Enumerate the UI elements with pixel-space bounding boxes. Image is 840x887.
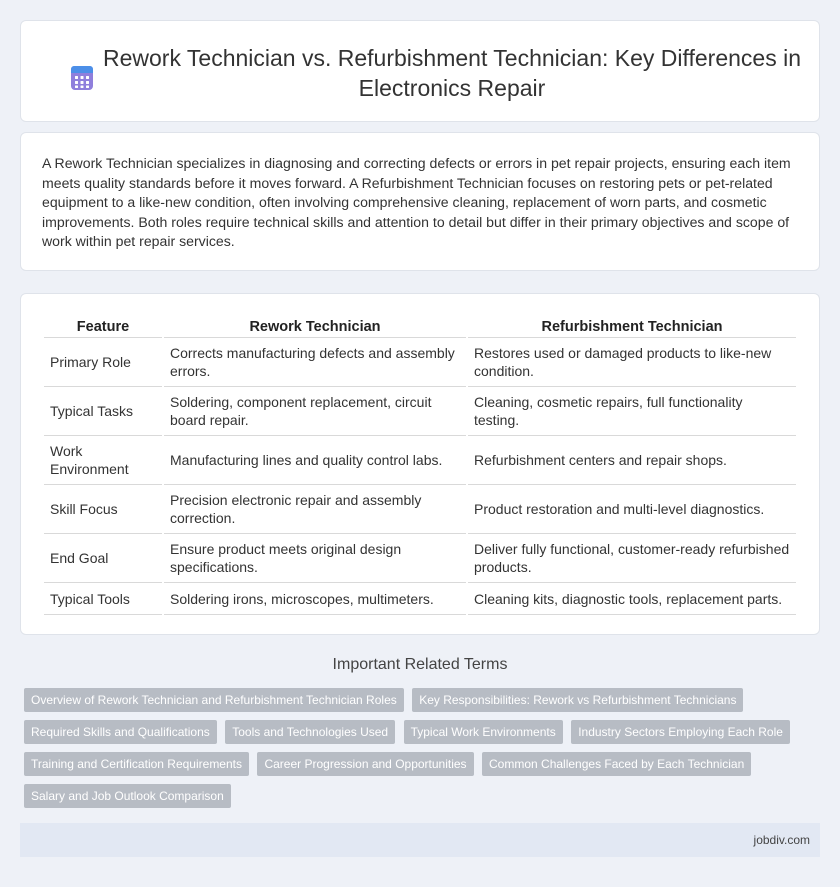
row-refurbishment: Product restoration and multi-level diagnostics.	[468, 485, 796, 534]
row-rework: Soldering, component replacement, circuit board repair.	[164, 387, 466, 436]
related-terms-title: Important Related Terms	[332, 656, 508, 673]
related-tag[interactable]: Common Challenges Faced by Each Technician	[482, 752, 751, 776]
row-feature: Work Environment	[44, 436, 162, 485]
header-feature: Feature	[44, 312, 162, 338]
page-title: Rework Technician vs. Refurbishment Technician: Key Differences in Electronics Repair	[102, 45, 801, 101]
header-rework: Rework Technician	[164, 312, 466, 338]
row-feature: Typical Tasks	[44, 387, 162, 436]
table-row	[44, 436, 796, 485]
related-tag[interactable]: Required Skills and Qualifications	[24, 720, 217, 744]
table-row	[44, 485, 796, 534]
related-tag[interactable]: Training and Certification Requirements	[24, 752, 249, 776]
related-tag[interactable]: Overview of Rework Technician and Refurbishment Technician Roles	[24, 688, 404, 712]
row-rework: Precision electronic repair and assembly correction.	[164, 485, 466, 534]
table-row	[44, 534, 796, 583]
header-refurbishment: Refurbishment Technician	[468, 312, 796, 338]
row-refurbishment: Cleaning, cosmetic repairs, full functionality testing.	[468, 387, 796, 436]
row-refurbishment: Refurbishment centers and repair shops.	[468, 436, 796, 485]
related-tag[interactable]: Key Responsibilities: Rework vs Refurbishment Technicians	[412, 688, 743, 712]
row-rework: Soldering irons, microscopes, multimeters.	[164, 583, 466, 615]
related-tag[interactable]: Typical Work Environments	[404, 720, 563, 744]
footer	[20, 823, 820, 857]
row-feature: End Goal	[44, 534, 162, 583]
footer-site-link[interactable]: jobdiv.com	[753, 833, 810, 847]
related-tag[interactable]: Industry Sectors Employing Each Role	[571, 720, 790, 744]
comparison-card	[20, 293, 820, 635]
comparison-table	[42, 312, 798, 615]
row-refurbishment: Deliver fully functional, customer-ready refurbished products.	[468, 534, 796, 583]
intro-paragraph: A Rework Technician specializes in diagnosing and correcting defects or errors in pet repair projects, ensuring each item meets quality standards before it moves forward. A Refurbishment Technician focuses on restoring pets or pet-related equipment to a like-new condition, often involving comprehensive cleaning, replacement of worn parts, and cosmetic improvements. Both roles require technical skills and attention to detail but differ in their primary objectives and scope of work within pet repair services.	[42, 155, 791, 249]
row-feature: Primary Role	[44, 338, 162, 387]
row-refurbishment: Cleaning kits, diagnostic tools, replacement parts.	[468, 583, 796, 615]
title-card	[20, 20, 820, 122]
intro-card	[20, 132, 820, 271]
row-rework: Corrects manufacturing defects and assembly errors.	[164, 338, 466, 387]
table-row	[44, 583, 796, 615]
row-feature: Skill Focus	[44, 485, 162, 534]
row-refurbishment: Restores used or damaged products to like-new condition.	[468, 338, 796, 387]
related-tag[interactable]: Tools and Technologies Used	[225, 720, 395, 744]
related-terms-tags	[24, 688, 804, 816]
related-tag[interactable]: Career Progression and Opportunities	[257, 752, 473, 776]
row-rework: Manufacturing lines and quality control labs.	[164, 436, 466, 485]
row-feature: Typical Tools	[44, 583, 162, 615]
related-tag[interactable]: Salary and Job Outlook Comparison	[24, 784, 231, 808]
row-rework: Ensure product meets original design specifications.	[164, 534, 466, 583]
table-row	[44, 338, 796, 387]
table-header-row	[44, 312, 796, 338]
calculator-icon	[69, 65, 95, 91]
table-row	[44, 387, 796, 436]
